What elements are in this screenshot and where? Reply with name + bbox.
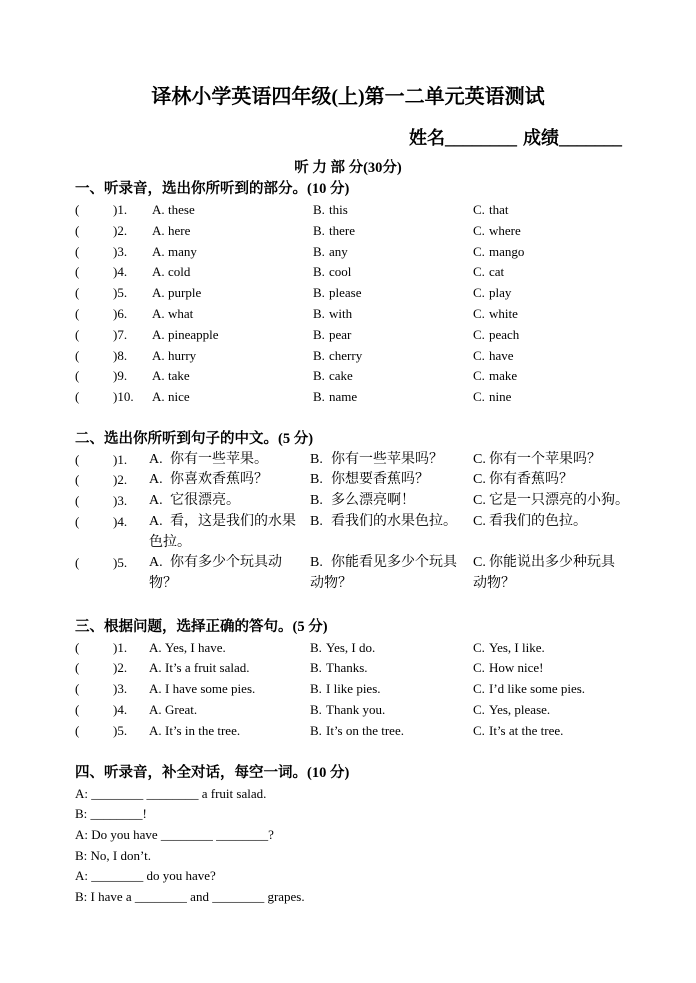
option-b — [310, 450, 473, 471]
dialog-line: B: I have a ________ and ________ grapes. — [75, 889, 305, 905]
option-label: C. — [473, 472, 486, 488]
option-text: 你有一个苹果吗？ — [489, 451, 601, 467]
option-c — [473, 304, 623, 325]
student-info — [409, 126, 622, 150]
option-label: B. — [310, 513, 323, 529]
option-text: 你有多少个玩具动物？ — [149, 555, 282, 592]
question-row — [75, 366, 635, 387]
option-b — [313, 262, 473, 283]
option-text: It’s at the tree. — [489, 722, 564, 738]
answer-bracket-open: ( — [75, 222, 80, 238]
option-label: C. — [473, 305, 485, 321]
option-label: C. — [473, 493, 486, 509]
section-2 — [75, 429, 635, 596]
option-b — [313, 387, 473, 408]
section-heading: 二、选出你所听到句子的中文。(5 分) — [75, 430, 314, 447]
option-label: C. — [473, 639, 485, 655]
question-number: )8. — [113, 347, 128, 363]
option-label: B. — [313, 326, 325, 342]
question-row — [75, 346, 635, 367]
option-text: Thank you. — [326, 701, 386, 717]
answer-bracket-open: ( — [75, 451, 80, 467]
question-row — [75, 325, 635, 346]
option-text: 你想要香蕉吗？ — [331, 472, 429, 488]
option-label: C. — [473, 368, 485, 384]
listening-part-heading: 听 力 部 分(30分) — [294, 160, 402, 176]
option-text: Yes, I like. — [489, 639, 545, 655]
option-label: A. — [152, 368, 165, 384]
question-row — [75, 450, 635, 471]
option-c — [473, 325, 623, 346]
option-b — [310, 553, 473, 595]
option-label: A. — [152, 347, 165, 363]
option-b — [313, 283, 473, 304]
option-text: any — [329, 243, 348, 259]
option-b — [313, 200, 473, 221]
option-text: where — [489, 222, 521, 238]
option-b — [310, 700, 473, 721]
option-a — [149, 470, 310, 491]
option-text: white — [489, 305, 518, 321]
option-text: many — [168, 243, 197, 259]
option-label: B. — [313, 222, 325, 238]
option-text: 你能看见多少个玩具动物？ — [310, 555, 457, 592]
option-label: A. — [149, 701, 162, 717]
option-label: C. — [473, 701, 485, 717]
option-label: C. — [473, 513, 486, 529]
option-text: take — [168, 368, 190, 384]
answer-bracket-open: ( — [75, 202, 80, 217]
question-row — [75, 262, 635, 283]
option-text: Thanks. — [326, 660, 368, 676]
question-number: )1. — [113, 451, 128, 467]
option-text: 你有香蕉吗？ — [489, 472, 573, 488]
question-number: )4. — [113, 264, 128, 280]
option-label: B. — [313, 264, 325, 280]
option-label: A. — [149, 660, 162, 676]
option-text: cool — [329, 264, 352, 280]
option-text: have — [489, 347, 514, 363]
question-row — [75, 491, 635, 512]
question-number: )2. — [113, 472, 128, 488]
option-label: C. — [473, 389, 485, 405]
option-label: C. — [473, 202, 485, 217]
option-label: A. — [152, 389, 165, 405]
section-heading: 四、听录音，补全对话，每空一词。(10 分) — [75, 764, 350, 781]
option-text: name — [329, 389, 358, 405]
option-b — [310, 470, 473, 491]
option-b — [313, 325, 473, 346]
option-text: peach — [489, 326, 520, 342]
option-b — [313, 346, 473, 367]
question-row — [75, 721, 635, 742]
option-a — [152, 366, 313, 387]
option-label: A. — [149, 681, 162, 697]
option-text: 看我们的色拉。 — [489, 513, 587, 529]
option-c — [473, 262, 623, 283]
option-text: It’s a fruit salad. — [165, 660, 250, 676]
question-row — [75, 304, 635, 325]
name-field: 姓名________ — [409, 128, 517, 148]
option-a — [152, 283, 313, 304]
option-label: B. — [310, 493, 323, 509]
option-text: cold — [168, 264, 191, 280]
option-text: purple — [168, 285, 202, 301]
option-c — [473, 638, 623, 659]
option-c — [473, 721, 623, 742]
question-row — [75, 679, 635, 700]
option-text: 你能说出多少种玩具动物？ — [473, 555, 615, 592]
option-text: 你有一些苹果。 — [170, 451, 268, 467]
option-label: B. — [313, 389, 325, 405]
question-number: )4. — [113, 513, 128, 529]
option-text: here — [168, 222, 191, 238]
option-label: B. — [313, 347, 325, 363]
option-c — [473, 200, 623, 221]
option-a — [149, 679, 310, 700]
option-text: cake — [329, 368, 353, 384]
section-4 — [75, 763, 635, 908]
option-text: It’s in the tree. — [165, 722, 241, 738]
option-text: I like pies. — [326, 681, 381, 697]
option-label: C. — [473, 243, 485, 259]
option-label: A. — [152, 285, 165, 301]
option-label: A. — [152, 264, 165, 280]
question-row — [75, 387, 635, 408]
option-text: I’d like some pies. — [489, 681, 586, 697]
question-number: )3. — [113, 243, 128, 259]
question-number: )3. — [113, 493, 128, 509]
answer-bracket-open: ( — [75, 660, 80, 676]
answer-bracket-open: ( — [75, 305, 80, 321]
option-label: B. — [313, 305, 325, 321]
option-a — [152, 346, 313, 367]
dialog-line: B: No, I don’t. — [75, 847, 151, 863]
option-label: C. — [473, 660, 485, 676]
option-text: Yes, I have. — [165, 639, 226, 655]
option-label: B. — [313, 243, 325, 259]
option-a — [152, 304, 313, 325]
option-label: A. — [149, 639, 162, 655]
option-c — [473, 283, 623, 304]
option-label: B. — [310, 639, 322, 655]
option-c — [473, 346, 623, 367]
option-c — [473, 450, 628, 471]
answer-bracket-open: ( — [75, 389, 80, 405]
option-b — [310, 491, 473, 512]
option-label: C. — [473, 264, 485, 280]
option-c — [473, 366, 623, 387]
question-number: )5. — [113, 722, 128, 738]
option-c — [473, 470, 628, 491]
option-text: play — [489, 285, 512, 301]
option-label: C. — [473, 222, 485, 238]
question-number: )3. — [113, 681, 128, 697]
question-number: )7. — [113, 326, 128, 342]
option-text: Yes, I do. — [326, 639, 376, 655]
option-b — [313, 366, 473, 387]
answer-bracket-open: ( — [75, 285, 80, 301]
section-3 — [75, 617, 635, 742]
option-c — [473, 679, 623, 700]
option-c — [473, 491, 628, 512]
question-number: )2. — [113, 222, 128, 238]
option-text: 你有一些苹果吗？ — [331, 451, 443, 467]
question-number: )2. — [113, 660, 128, 676]
option-label: A. — [149, 722, 162, 738]
option-a — [149, 553, 310, 595]
option-text: cherry — [329, 347, 363, 363]
option-a — [152, 325, 313, 346]
question-number: )10. — [113, 389, 134, 405]
option-label: C. — [473, 326, 485, 342]
answer-bracket-open: ( — [75, 701, 80, 717]
option-label: B. — [310, 722, 322, 738]
answer-bracket-open: ( — [75, 722, 80, 738]
option-label: C. — [473, 681, 485, 697]
option-b — [313, 304, 473, 325]
question-number: )1. — [113, 639, 128, 655]
option-text: pear — [329, 326, 352, 342]
option-text: pineapple — [168, 326, 219, 342]
dialog-line: A: ________ do you have? — [75, 868, 216, 884]
question-number: )9. — [113, 368, 128, 384]
option-text: 看我们的水果色拉。 — [331, 513, 457, 529]
option-a — [149, 512, 310, 554]
option-text: How nice! — [489, 660, 544, 676]
option-label: A. — [149, 472, 163, 488]
option-label: A. — [149, 513, 163, 529]
dialog-line: A: ________ ________ a fruit salad. — [75, 785, 267, 801]
answer-bracket-open: ( — [75, 681, 80, 697]
question-row — [75, 470, 635, 491]
option-a — [149, 721, 310, 742]
page-title: 译林小学英语四年级(上)第一二单元英语测试 — [151, 86, 545, 108]
option-text: these — [168, 202, 195, 217]
option-text: please — [329, 285, 362, 301]
question-number: )4. — [113, 701, 128, 717]
option-a — [152, 200, 313, 221]
answer-bracket-open: ( — [75, 493, 80, 509]
option-b — [310, 679, 473, 700]
option-label: C. — [473, 555, 486, 571]
option-text: that — [489, 202, 509, 217]
dialog-line: A: Do you have ________ ________? — [75, 826, 274, 842]
option-text: hurry — [168, 347, 197, 363]
option-label: B. — [310, 660, 322, 676]
question-row — [75, 658, 635, 679]
section-1 — [75, 179, 635, 408]
option-label: B. — [313, 285, 325, 301]
option-c — [473, 553, 628, 595]
option-a — [152, 221, 313, 242]
option-label: A. — [152, 243, 165, 259]
question-row — [75, 638, 635, 659]
section-heading: 一、听录音，选出你所听到的部分。(10 分) — [75, 181, 350, 197]
answer-bracket-open: ( — [75, 326, 80, 342]
option-a — [152, 242, 313, 263]
option-text: 你喜欢香蕉吗？ — [170, 472, 268, 488]
option-b — [310, 658, 473, 679]
option-text: with — [329, 305, 353, 321]
option-text: mango — [489, 243, 525, 259]
answer-bracket-open: ( — [75, 513, 80, 529]
option-a — [152, 387, 313, 408]
option-label: A. — [152, 305, 165, 321]
option-b — [310, 638, 473, 659]
question-row — [75, 553, 635, 595]
option-label: A. — [152, 326, 165, 342]
answer-bracket-open: ( — [75, 347, 80, 363]
question-number: )5. — [113, 285, 128, 301]
question-number: )6. — [113, 305, 128, 321]
option-text: 看，这是我们的水果色拉。 — [149, 513, 296, 550]
option-label: A. — [149, 555, 163, 571]
option-a — [149, 658, 310, 679]
option-text: what — [168, 305, 194, 321]
option-label: A. — [152, 202, 165, 217]
question-row — [75, 512, 635, 554]
option-label: C. — [473, 451, 486, 467]
option-label: A. — [149, 451, 163, 467]
question-row — [75, 221, 635, 242]
option-c — [473, 242, 623, 263]
option-a — [152, 262, 313, 283]
option-label: B. — [310, 472, 323, 488]
option-c — [473, 658, 623, 679]
answer-bracket-open: ( — [75, 264, 80, 280]
option-b — [310, 721, 473, 742]
answer-bracket-open: ( — [75, 472, 80, 488]
option-a — [149, 700, 310, 721]
option-c — [473, 512, 628, 533]
question-row — [75, 700, 635, 721]
question-number: )1. — [113, 202, 128, 217]
option-label: A. — [152, 222, 165, 238]
option-text: 它很漂亮。 — [170, 493, 240, 509]
option-label: B. — [310, 451, 323, 467]
option-b — [310, 512, 473, 533]
option-a — [149, 450, 310, 471]
answer-bracket-open: ( — [75, 555, 80, 571]
option-c — [473, 221, 623, 242]
option-label: B. — [310, 555, 323, 571]
score-field: 成绩_______ — [523, 128, 622, 148]
option-label: B. — [313, 202, 325, 217]
option-label: B. — [310, 701, 322, 717]
option-text: there — [329, 222, 355, 238]
option-text: I have some pies. — [165, 681, 256, 697]
option-b — [313, 221, 473, 242]
question-row — [75, 283, 635, 304]
option-label: C. — [473, 347, 485, 363]
question-number: )5. — [113, 555, 128, 571]
option-text: nice — [168, 389, 190, 405]
option-b — [313, 242, 473, 263]
option-text: 它是一只漂亮的小狗。 — [489, 493, 629, 509]
option-label: B. — [313, 368, 325, 384]
dialog-line: B: ________! — [75, 806, 147, 822]
option-text: nine — [489, 389, 512, 405]
option-c — [473, 387, 623, 408]
question-row — [75, 200, 635, 221]
question-row — [75, 242, 635, 263]
option-c — [473, 700, 623, 721]
option-text: make — [489, 368, 518, 384]
option-label: C. — [473, 722, 485, 738]
option-text: cat — [489, 264, 505, 280]
answer-bracket-open: ( — [75, 639, 80, 655]
section-heading: 三、根据问题，选择正确的答句。(5 分) — [75, 618, 328, 635]
option-label: C. — [473, 285, 485, 301]
option-text: Yes, please. — [489, 701, 551, 717]
option-a — [149, 491, 310, 512]
answer-bracket-open: ( — [75, 368, 80, 384]
option-text: Great. — [165, 701, 198, 717]
option-label: B. — [310, 681, 322, 697]
answer-bracket-open: ( — [75, 243, 80, 259]
option-text: this — [329, 202, 348, 217]
option-a — [149, 638, 310, 659]
option-label: A. — [149, 493, 163, 509]
option-text: 多么漂亮啊！ — [331, 493, 415, 509]
option-text: It’s on the tree. — [326, 722, 404, 738]
